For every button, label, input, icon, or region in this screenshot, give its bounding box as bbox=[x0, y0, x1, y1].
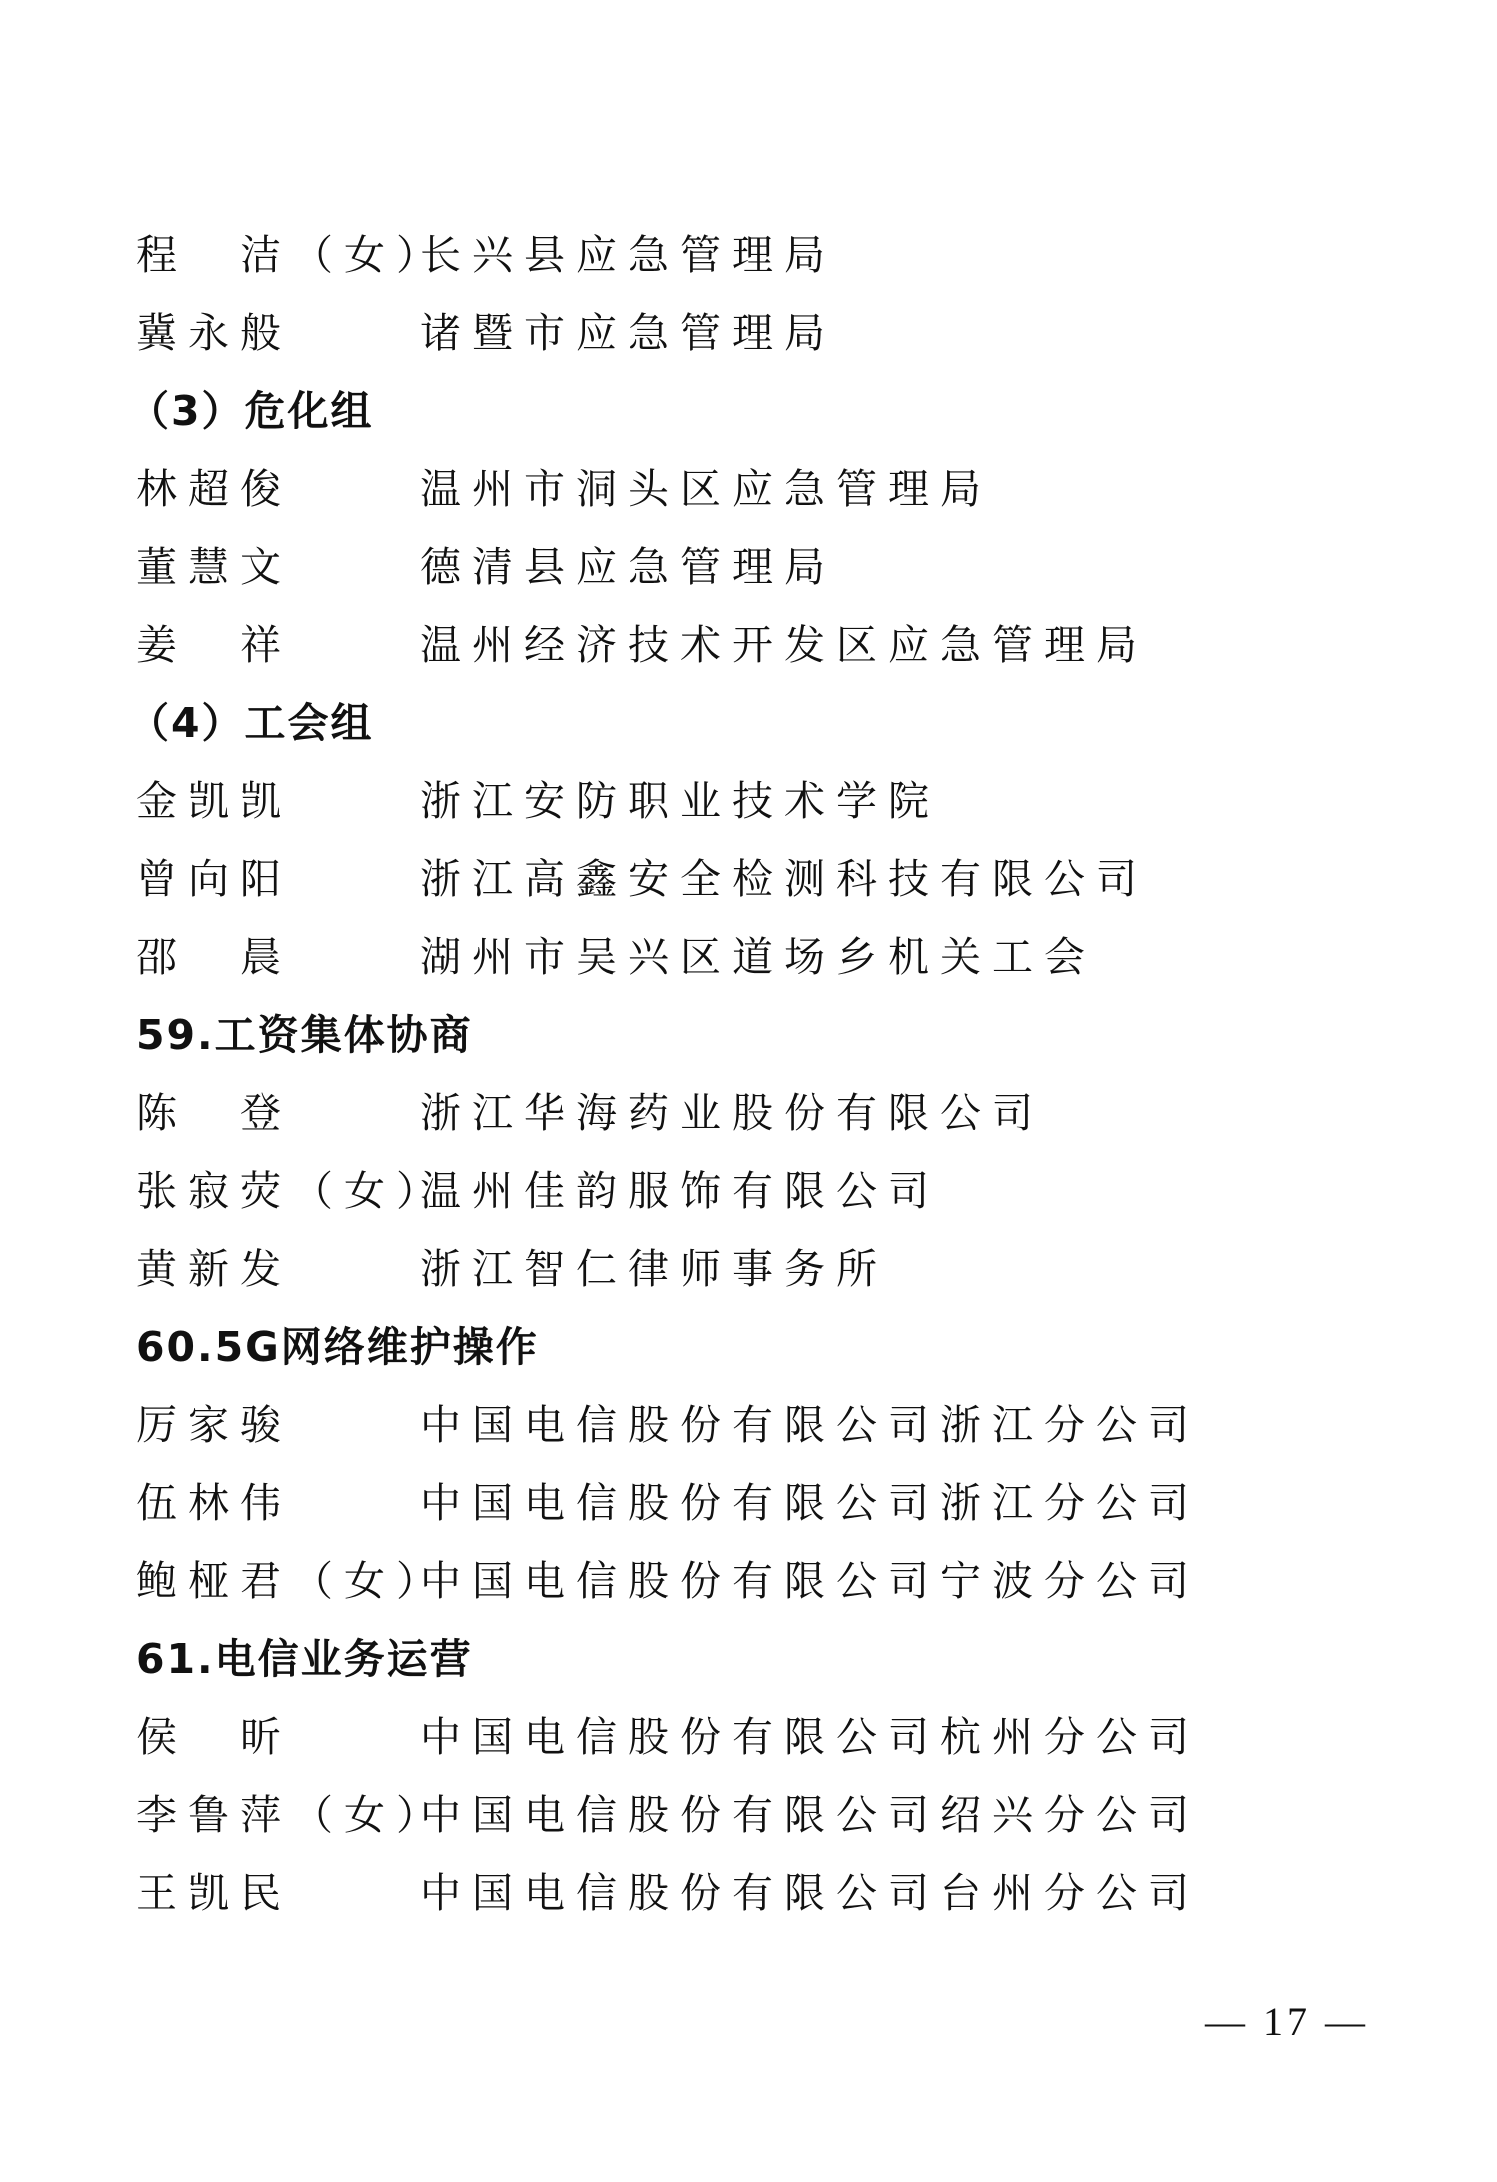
entry-row bbox=[136, 524, 836, 602]
entry-row bbox=[136, 1070, 1044, 1148]
organization: 浙江华海药业股份有限公司 bbox=[420, 1088, 1044, 1137]
organization: 中国电信股份有限公司绍兴分公司 bbox=[420, 1790, 1200, 1839]
entry-row bbox=[136, 1538, 1200, 1616]
organization: 德清县应急管理局 bbox=[420, 542, 836, 591]
organization: 浙江智仁律师事务所 bbox=[420, 1244, 888, 1293]
person-name: 王凯民 bbox=[136, 1868, 292, 1917]
entry-row bbox=[136, 1148, 940, 1226]
entry-row bbox=[136, 914, 1096, 992]
section-heading-trade-union: （4）工会组 bbox=[128, 698, 374, 747]
person-name: 林超俊 bbox=[136, 464, 292, 513]
person-name: 姜 祥 bbox=[136, 620, 292, 669]
person-name: 伍林伟 bbox=[136, 1478, 292, 1527]
organization: 中国电信股份有限公司浙江分公司 bbox=[420, 1400, 1200, 1449]
organization: 湖州市吴兴区道场乡机关工会 bbox=[420, 932, 1096, 981]
organization: 中国电信股份有限公司浙江分公司 bbox=[420, 1478, 1200, 1527]
person-name: 厉家骏 bbox=[136, 1400, 292, 1449]
person-name: 张寂荧（女） bbox=[136, 1166, 448, 1215]
entry-row bbox=[136, 1694, 1200, 1772]
person-name: 侯 昕 bbox=[136, 1712, 292, 1761]
person-name: 金凯凯 bbox=[136, 776, 292, 825]
organization: 浙江安防职业技术学院 bbox=[420, 776, 940, 825]
person-name: 程 洁（女） bbox=[136, 230, 448, 279]
organization: 中国电信股份有限公司宁波分公司 bbox=[420, 1556, 1200, 1605]
person-name: 黄新发 bbox=[136, 1244, 292, 1293]
person-name: 曾向阳 bbox=[136, 854, 292, 903]
organization: 诸暨市应急管理局 bbox=[420, 308, 836, 357]
entry-row bbox=[136, 1772, 1200, 1850]
section-heading-5g-network: 60.5G网络维护操作 bbox=[136, 1322, 539, 1371]
entry-row bbox=[136, 1850, 1200, 1928]
entry-row bbox=[136, 290, 836, 368]
page-number: — 17 — bbox=[1205, 1999, 1369, 2044]
entry-row bbox=[136, 446, 992, 524]
organization: 中国电信股份有限公司杭州分公司 bbox=[420, 1712, 1200, 1761]
section-heading-telecom-operations: 61.电信业务运营 bbox=[136, 1634, 473, 1683]
entry-row bbox=[136, 212, 836, 290]
entry-row bbox=[136, 1226, 888, 1304]
entry-row bbox=[136, 836, 1148, 914]
person-name: 邵 晨 bbox=[136, 932, 292, 981]
person-name: 陈 登 bbox=[136, 1088, 292, 1137]
section-heading-hazardous-chemicals: （3）危化组 bbox=[128, 386, 374, 435]
entry-row bbox=[136, 758, 940, 836]
entry-row bbox=[136, 1460, 1200, 1538]
section-heading-wage-negotiation: 59.工资集体协商 bbox=[136, 1010, 473, 1059]
organization: 温州佳韵服饰有限公司 bbox=[420, 1166, 940, 1215]
person-name: 冀永般 bbox=[136, 308, 292, 357]
person-name: 李鲁萍（女） bbox=[136, 1790, 448, 1839]
entry-row bbox=[136, 602, 1148, 680]
person-name: 董慧文 bbox=[136, 542, 292, 591]
organization: 浙江高鑫安全检测科技有限公司 bbox=[420, 854, 1148, 903]
organization: 中国电信股份有限公司台州分公司 bbox=[420, 1868, 1200, 1917]
organization: 温州市洞头区应急管理局 bbox=[420, 464, 992, 513]
person-name: 鲍桠君（女） bbox=[136, 1556, 448, 1605]
organization: 温州经济技术开发区应急管理局 bbox=[420, 620, 1148, 669]
entry-row bbox=[136, 1382, 1200, 1460]
organization: 长兴县应急管理局 bbox=[420, 230, 836, 279]
